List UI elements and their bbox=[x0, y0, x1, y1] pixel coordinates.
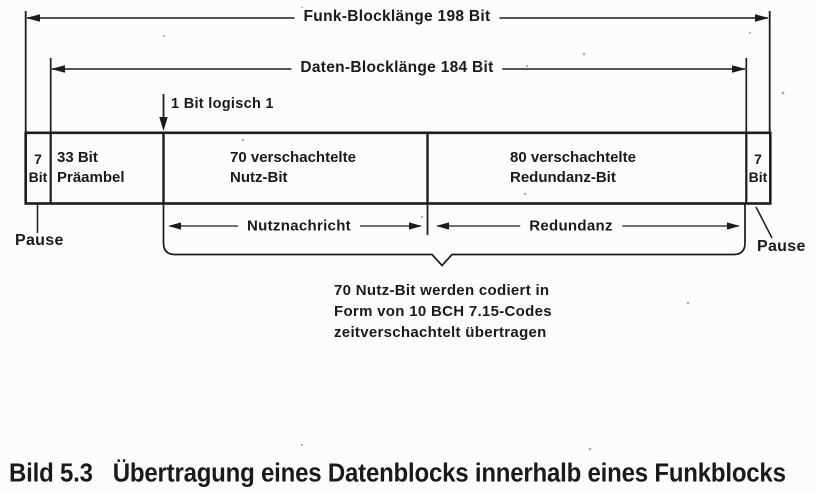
annotation-brace bbox=[164, 204, 746, 266]
nutznachricht-label: Nutznachricht bbox=[238, 218, 360, 235]
cell-line: 80 verschachtelte bbox=[510, 149, 636, 166]
arrowhead-right-icon bbox=[727, 222, 740, 229]
arrowhead-left-icon bbox=[168, 222, 181, 229]
coding-note bbox=[334, 280, 552, 343]
arrowhead-down-icon bbox=[159, 117, 167, 131]
cell-line: Präambel bbox=[57, 169, 125, 186]
cell-line: 7 bbox=[34, 151, 42, 167]
redundanz-label: Redundanz bbox=[520, 218, 622, 235]
figure-caption bbox=[9, 459, 786, 489]
arrowhead-left-icon bbox=[436, 222, 449, 229]
pause-left-label: Pause bbox=[15, 232, 64, 249]
cell-guard-bits-left bbox=[29, 150, 48, 186]
figure-caption-text: Übertragung eines Datenblocks innerhalb eines Funkblocks bbox=[112, 458, 786, 489]
cell-line: Nutz-Bit bbox=[230, 169, 288, 186]
arrowhead-right-icon bbox=[755, 14, 769, 22]
arrowhead-right-icon bbox=[409, 222, 422, 229]
funk-length-label: Funk-Blocklänge 198 Bit bbox=[295, 8, 500, 26]
coding-note-line: zeitverschachtelt übertragen bbox=[334, 324, 547, 341]
one-bit-marker-arrow bbox=[159, 94, 167, 131]
cell-preamble bbox=[57, 148, 125, 188]
cell-line: 70 verschachtelte bbox=[230, 149, 356, 166]
cell-line: Redundanz-Bit bbox=[510, 169, 616, 186]
cell-guard-bits-right bbox=[749, 150, 768, 186]
cell-line: Bit bbox=[28, 169, 48, 185]
arrowhead-left-icon bbox=[26, 14, 40, 22]
cell-line: 33 Bit bbox=[57, 149, 98, 166]
pause-right-leader-line bbox=[756, 207, 772, 238]
cell-redundanz-bit bbox=[510, 148, 636, 188]
arrowhead-right-icon bbox=[732, 65, 746, 73]
one-bit-marker-label: 1 Bit logisch 1 bbox=[171, 96, 274, 112]
cell-line: Bit bbox=[748, 169, 768, 185]
cell-nutz-bit bbox=[230, 148, 356, 188]
coding-note-line: 70 Nutz-Bit werden codiert in bbox=[334, 282, 550, 299]
cell-line: 7 bbox=[754, 151, 762, 167]
coding-note-line: Form von 10 BCH 7.15-Codes bbox=[334, 303, 552, 320]
arrowhead-left-icon bbox=[51, 65, 65, 73]
frame-block-outline bbox=[26, 133, 771, 204]
pause-right-label: Pause bbox=[757, 238, 806, 255]
daten-length-label: Daten-Blocklänge 184 Bit bbox=[291, 59, 502, 77]
figure-caption-number: Bild 5.3 bbox=[9, 458, 93, 489]
